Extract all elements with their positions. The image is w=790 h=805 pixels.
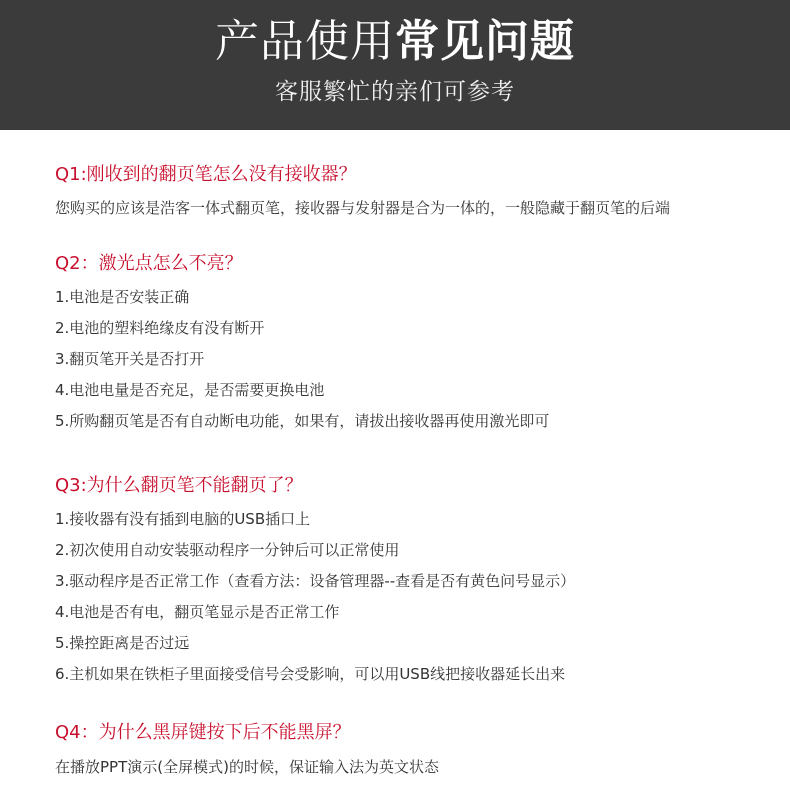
faq-question: Q2：激光点怎么不亮？: [55, 253, 243, 274]
faq-answer: 5.所购翻页笔是否有自动断电功能，如果有，请拔出接收器再使用激光即可: [55, 412, 550, 430]
faq-answer: 3.翻页笔开关是否打开: [55, 350, 205, 368]
faq-answer: 在播放PPT演示(全屏模式)的时候，保证输入法为英文状态: [55, 758, 439, 776]
faq-question: Q1:刚收到的翻页笔怎么没有接收器？: [55, 164, 357, 185]
page-title-bold: 常见问题: [395, 16, 575, 67]
faq-answer: 1.接收器有没有插到电脑的USB插口上: [55, 510, 311, 528]
page-subtitle: 客服繁忙的亲们可参考: [275, 79, 515, 105]
faq-answer: 2.初次使用自动安装驱动程序一分钟后可以正常使用: [55, 541, 400, 559]
faq-answer: 6.主机如果在铁柜子里面接受信号会受影响，可以用USB线把接收器延长出来: [55, 665, 566, 683]
faq-item-q4: [55, 721, 775, 777]
faq-item-q1: [55, 163, 775, 218]
page-title: [0, 14, 790, 70]
faq-answer: 5.操控距离是否过远: [55, 634, 190, 652]
page-title-light: 产品使用: [215, 16, 395, 67]
faq-answer: 2.电池的塑料绝缘皮有没有断开: [55, 319, 265, 337]
header-banner: [0, 0, 790, 130]
faq-answer: 4.电池是否有电，翻页笔显示是否正常工作: [55, 603, 340, 621]
faq-answer: 1.电池是否安装正确: [55, 288, 190, 306]
faq-answer: 3.驱动程序是否正常工作（查看方法：设备管理器--查看是否有黄色问号显示）: [55, 572, 576, 590]
faq-question: Q3:为什么翻页笔不能翻页了？: [55, 475, 303, 496]
faq-answer: 您购买的应该是浩客一体式翻页笔，接收器与发射器是合为一体的，一般隐藏于翻页笔的后端: [55, 199, 671, 217]
faq-answer: 4.电池电量是否充足，是否需要更换电池: [55, 381, 325, 399]
faq-question: Q4：为什么黑屏键按下后不能黑屏？: [55, 722, 351, 743]
faq-item-q2: [55, 252, 775, 431]
faq-item-q3: [55, 474, 775, 684]
